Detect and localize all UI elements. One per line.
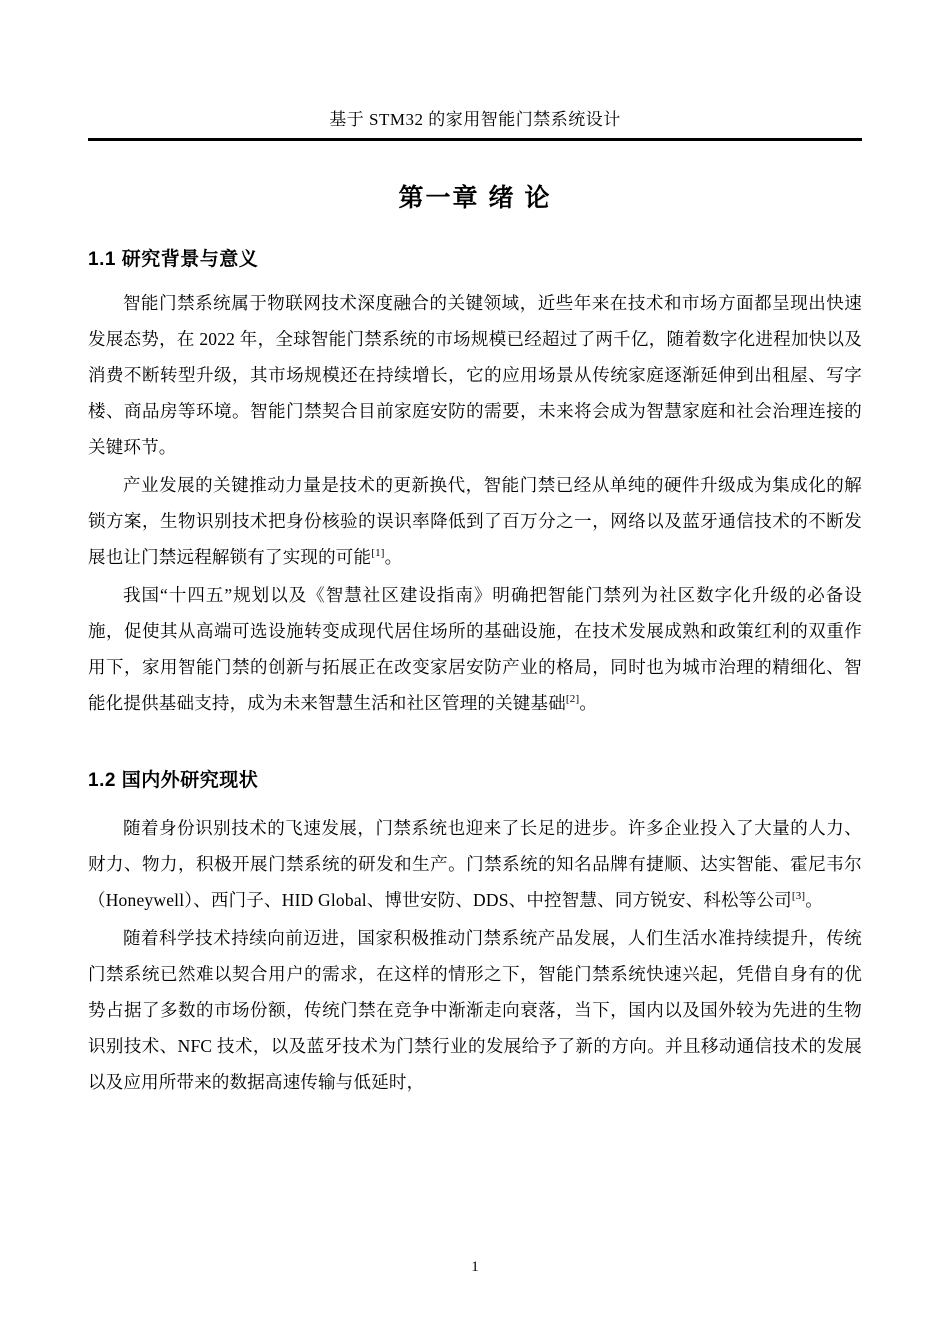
header-divider <box>88 138 862 141</box>
section-heading-1-1: 1.1 研究背景与意义 <box>88 249 259 270</box>
header-title: 基于 STM32 的家用智能门禁系统设计 <box>329 110 621 129</box>
paragraph: 我国“十四五”规划以及《智慧社区建设指南》明确把智能门禁列为社区数字化升级的必备设施，促使其从高端可选设施转变成现代居住场所的基础设施，在技术发展成熟和政策红利的双重作用下，家用智能门禁的创新与拓展正在改变家居安防产业的格局，同时也为城市治理的精细化、智能化提供基础支持，成为未来智慧生活和社区管理的关键基础[2]。 <box>88 585 862 713</box>
chapter-title: 第一章 绪 论 <box>398 184 552 212</box>
section-heading-1-2: 1.2 国内外研究现状 <box>88 770 259 791</box>
page-content <box>88 160 862 1102</box>
page-number: 1 <box>471 1259 479 1275</box>
paragraph: 智能门禁系统属于物联网技术深度融合的关键领域，近些年来在技术和市场方面都呈现出快速发展态势，在 2022 年，全球智能门禁系统的市场规模已经超过了两千亿，随着数字化进程加快以及消费不断转型升级，其市场规模还在持续增长，它的应用场景从传统家庭逐渐延伸到出租屋、写字楼、商品房等环境。智能门禁契合目前家庭安防的需要，未来将会成为智慧家庭和社会治理连接的关键环节。 <box>88 293 862 457</box>
paragraph: 随着科学技术持续向前迈进，国家积极推动门禁系统产品发展，人们生活水准持续提升，传统门禁系统已然难以契合用户的需求，在这样的情形之下，智能门禁系统快速兴起，凭借自身有的优势占据了多数的市场份额，传统门禁在竞争中渐渐走向衰落，当下，国内以及国外较为先进的生物识别技术、NFC 技术，以及蓝牙技术为门禁行业的发展给予了新的方向。并且移动通信技术的发展以及应用所带来的数据高速传输与低延时， <box>88 928 862 1092</box>
paragraph: 随着身份识别技术的飞速发展，门禁系统也迎来了长足的进步。许多企业投入了大量的人力、财力、物力，积极开展门禁系统的研发和生产。门禁系统的知名品牌有捷顺、达实智能、霍尼韦尔（Honeywell）、西门子、HID Global、博世安防、DDS、中控智慧、同方锐安、科松等公司[3]。 <box>88 818 862 910</box>
page-header <box>88 108 862 141</box>
paragraph: 产业发展的关键推动力量是技术的更新换代，智能门禁已经从单纯的硬件升级成为集成化的解锁方案，生物识别技术把身份核验的误识率降低到了百万分之一，网络以及蓝牙通信技术的不断发展也让门禁远程解锁有了实现的可能[1]。 <box>88 475 862 567</box>
